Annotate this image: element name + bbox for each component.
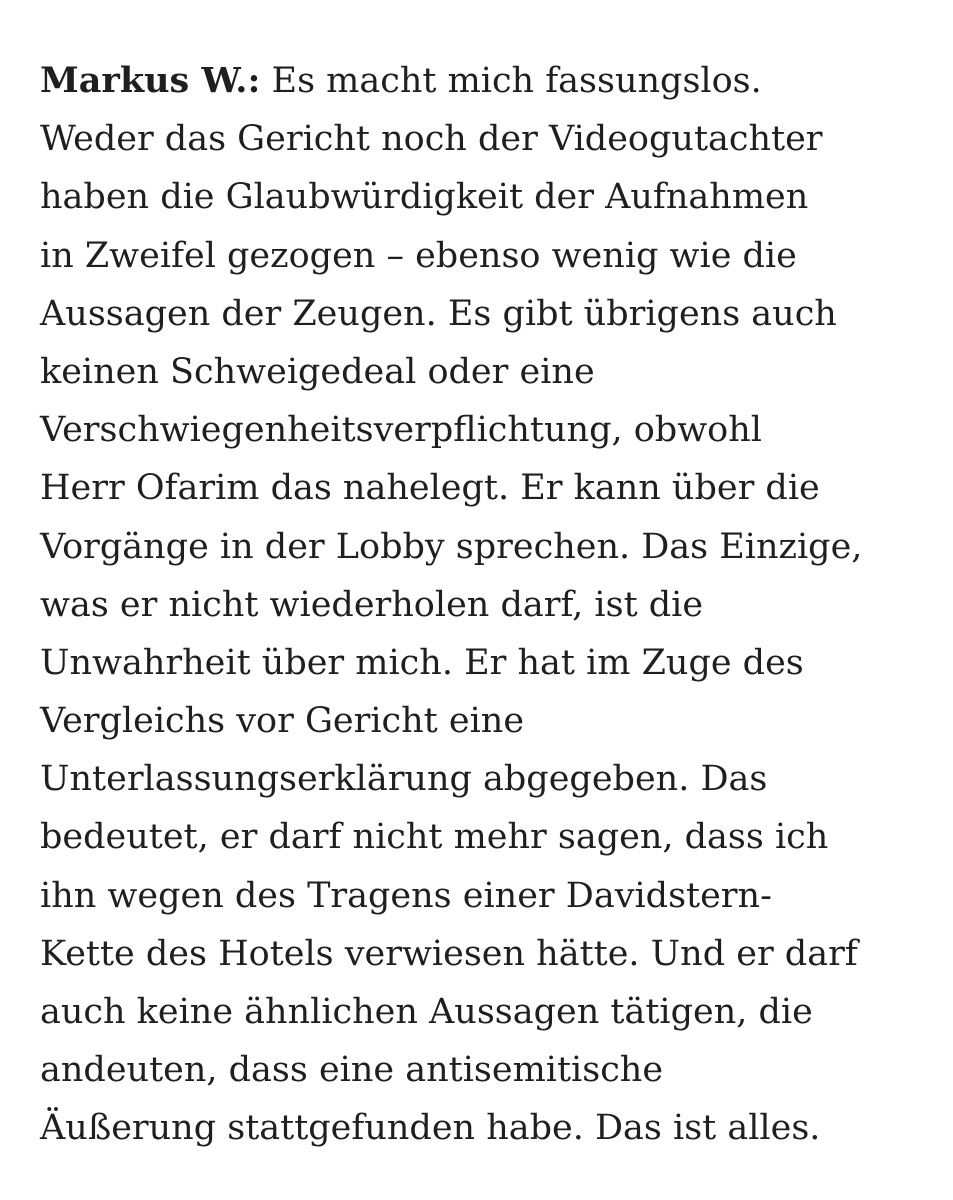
text-line-13: Unterlassungserklärung abgegeben. Das [40, 759, 768, 800]
text-line-1 [40, 52, 940, 110]
text-line-3: haben die Glaubwürdigkeit der Aufnahmen [40, 177, 809, 218]
text-line-12: Vergleichs vor Gericht eine [40, 701, 525, 742]
answer-text-start: Es macht mich fassungslos. [260, 61, 762, 101]
text-line-2: Weder das Gericht noch der Videogutachter [40, 119, 823, 160]
text-line-9: Vorgänge in der Lobby sprechen. Das Einzige, [40, 526, 863, 567]
text-line-18: andeuten, dass eine antisemitische [40, 1050, 664, 1091]
text-line-6: keinen Schweigedeal oder eine [40, 351, 595, 392]
text-line-5: Aussagen der Zeugen. Es gibt übrigens auch [40, 293, 837, 334]
text-line-17: auch keine ähnlichen Aussagen tätigen, die [40, 992, 813, 1032]
text-line-15: ihn wegen des Tragens einer Davidstern- [40, 875, 772, 916]
text-line-7: Verschwiegenheitsverpflichtung, obwohl [40, 410, 762, 451]
text-line-10: was er nicht wiederholen darf, ist die [40, 584, 704, 625]
interview-answer [40, 52, 940, 1158]
text-line-14: bedeutet, er darf nicht mehr sagen, dass ich [40, 817, 829, 858]
text-line-19: Äußerung stattgefunden habe. Das ist alles. [40, 1108, 821, 1149]
text-line-8: Herr Ofarim das nahelegt. Er kann über die [40, 468, 820, 509]
text-line-11: Unwahrheit über mich. Er hat im Zuge des [40, 642, 804, 683]
speaker-name: Markus W.: [40, 60, 261, 101]
text-line-16: Kette des Hotels verwiesen hätte. Und er darf [40, 933, 858, 974]
text-line-4: in Zweifel gezogen – ebenso wenig wie die [40, 235, 797, 276]
